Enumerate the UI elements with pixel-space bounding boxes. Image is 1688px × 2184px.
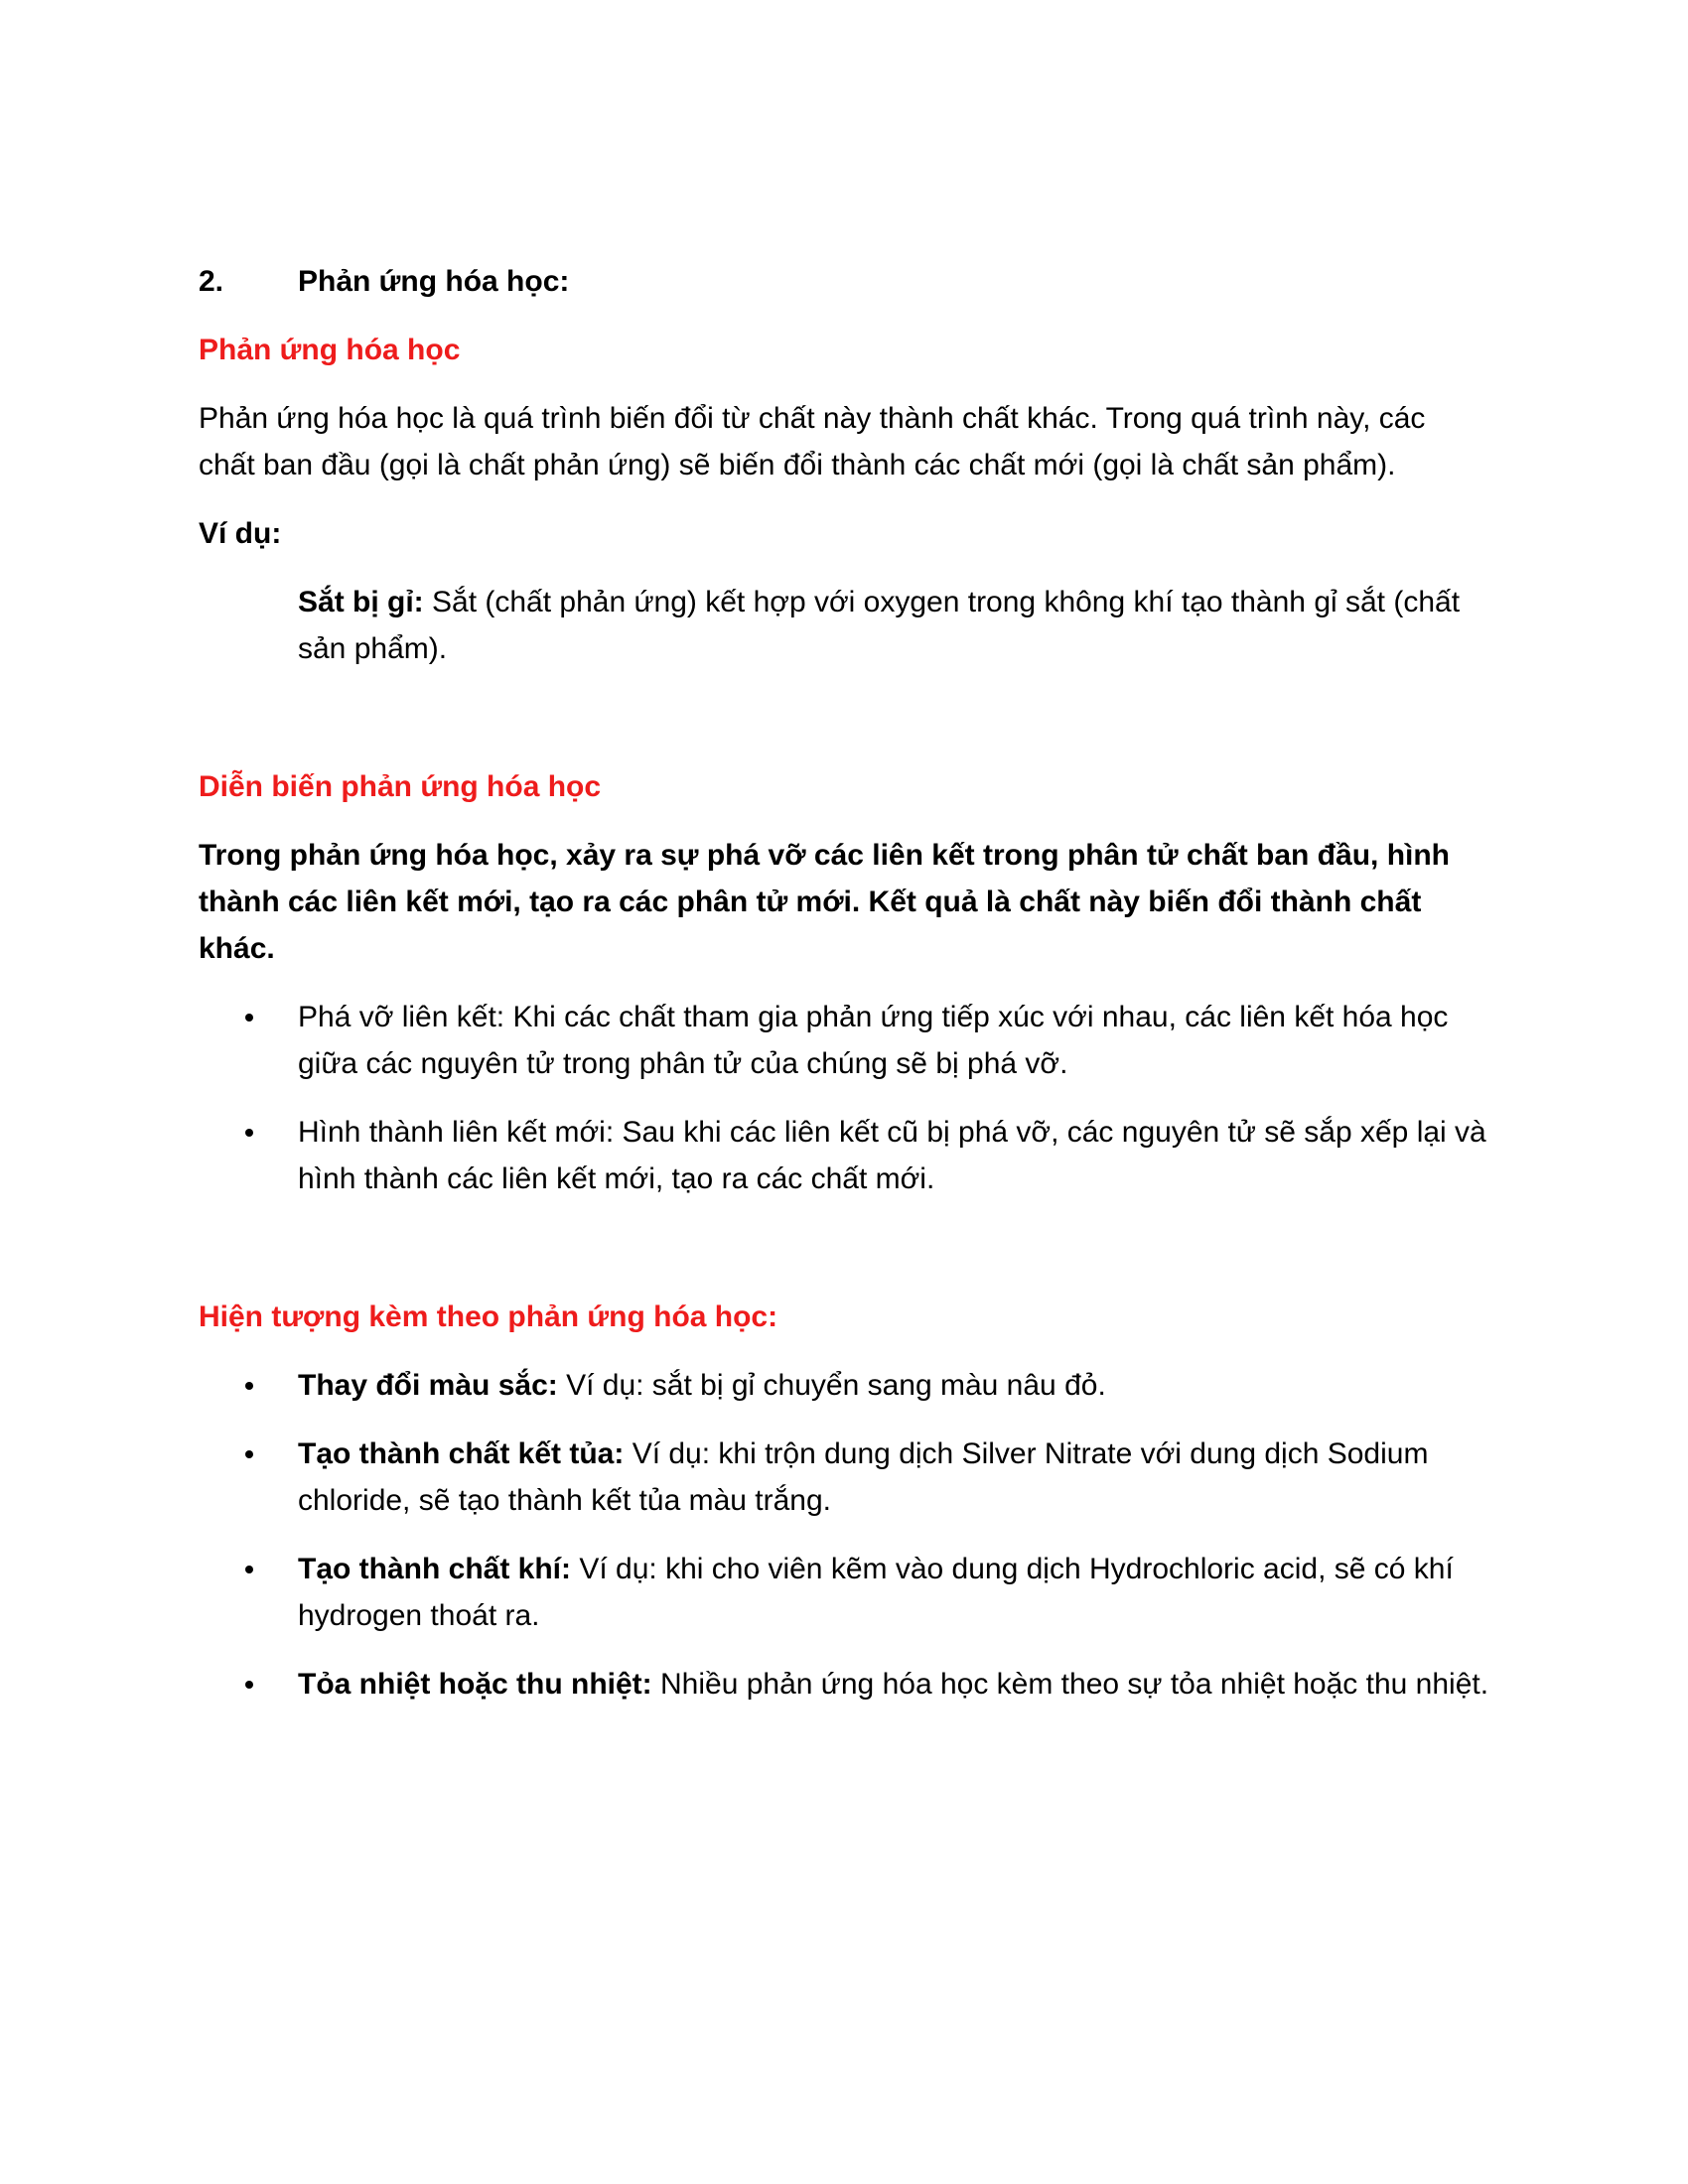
- section-heading: [199, 258, 1489, 305]
- document-page: [199, 258, 1489, 1729]
- list-item: [199, 1661, 1489, 1707]
- bullet-icon: [245, 1129, 253, 1137]
- example-text: Sắt (chất phản ứng) kết hợp với oxygen trong không khí tạo thành gỉ sắt (chất sản phẩm).: [298, 586, 1461, 665]
- list-item-text: Ví dụ: khi trộn dung dịch Silver Nitrate với dung dịch Sodium chloride, sẽ tạo thành kết tủa màu trắng.: [298, 1437, 1429, 1517]
- list-item: [199, 1362, 1489, 1409]
- bullet-icon: [245, 1450, 253, 1458]
- list-item-bold-term: Thay đổi màu sắc:: [298, 1369, 558, 1402]
- list-item-text: Ví dụ: sắt bị gỉ chuyển sang màu nâu đỏ.: [557, 1369, 1106, 1402]
- example-label: Ví dụ:: [199, 517, 282, 550]
- process-heading: Diễn biến phản ứng hóa học: [199, 770, 602, 803]
- process-bullet-list: [199, 994, 1489, 1202]
- definition-paragraph: Phản ứng hóa học là quá trình biến đổi từ chất này thành chất khác. Trong quá trình này, các chất ban đầu (gọi là chất phản ứng) sẽ biến đổi thành các chất mới (gọi là chất sản phẩm).: [199, 402, 1426, 481]
- list-item-text: Hình thành liên kết mới: Sau khi các liên kết cũ bị phá vỡ, các nguyên tử sẽ sắp xếp lại và hình thành các liên kết mới, tạo ra các chất mới.: [298, 1116, 1486, 1195]
- section-spacer: [199, 1224, 1489, 1294]
- list-item-bold-term: Tỏa nhiệt hoặc thu nhiệt:: [298, 1668, 652, 1701]
- list-item: [199, 1109, 1489, 1202]
- list-item-text: Phá vỡ liên kết: Khi các chất tham gia phản ứng tiếp xúc với nhau, các liên kết hóa học giữa các nguyên tử trong phân tử của chúng sẽ bị phá vỡ.: [298, 1001, 1449, 1080]
- bullet-icon: [245, 1014, 253, 1022]
- section-title: Phản ứng hóa học:: [298, 265, 570, 298]
- list-item-bold-term: Tạo thành chất kết tủa:: [298, 1437, 625, 1470]
- list-item-bold-term: Tạo thành chất khí:: [298, 1553, 572, 1585]
- list-item-text: Nhiều phản ứng hóa học kèm theo sự tỏa nhiệt hoặc thu nhiệt.: [651, 1668, 1489, 1701]
- example-paragraph: [298, 579, 1489, 672]
- list-item: [199, 1546, 1489, 1639]
- list-item-text: Ví dụ: khi cho viên kẽm vào dung dịch Hydrochloric acid, sẽ có khí hydrogen thoát ra.: [298, 1553, 1454, 1632]
- phenomena-bullet-list: [199, 1362, 1489, 1707]
- process-summary: Trong phản ứng hóa học, xảy ra sự phá vỡ các liên kết trong phân tử chất ban đầu, hình thành các liên kết mới, tạo ra các phân tử mới. Kết quả là chất này biến đổi thành chất khác.: [199, 839, 1450, 965]
- bullet-icon: [245, 1566, 253, 1573]
- definition-heading: Phản ứng hóa học: [199, 334, 461, 366]
- section-spacer: [199, 694, 1489, 763]
- list-item: [199, 1431, 1489, 1524]
- section-number: 2.: [199, 265, 224, 298]
- bullet-icon: [245, 1382, 253, 1390]
- example-bold-term: Sắt bị gỉ:: [298, 586, 424, 618]
- list-item: [199, 994, 1489, 1087]
- phenomena-heading: Hiện tượng kèm theo phản ứng hóa học:: [199, 1300, 778, 1333]
- bullet-icon: [245, 1681, 253, 1689]
